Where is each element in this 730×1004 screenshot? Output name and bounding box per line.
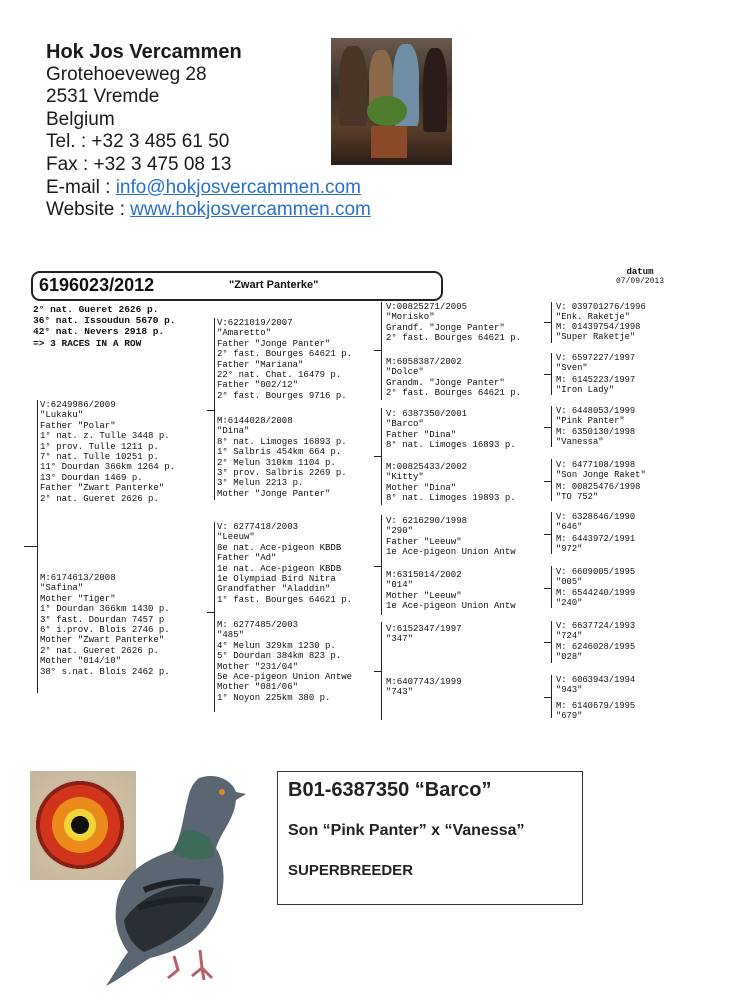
bracket-gen2-bottom	[214, 522, 215, 712]
bracket-tick	[374, 350, 381, 351]
barco-title: B01-6387350 “Barco”	[288, 779, 492, 801]
date-value: 07/09/2013	[615, 277, 664, 286]
ancestor-gen4: V: 6597227/1997 "Sven"	[556, 353, 636, 374]
breeder-name: Hok Jos Vercammen	[46, 41, 242, 63]
ancestor-gen4: M: 6140679/1995 "679"	[556, 701, 636, 722]
bracket-gen4	[551, 459, 552, 501]
ancestor-gen4: V: 039701276/1996 "Enk. Raketje"	[556, 302, 646, 323]
bracket-gen1	[37, 400, 38, 693]
bracket-gen4	[551, 566, 552, 608]
email-link[interactable]: info@hokjosvercammen.com	[115, 176, 361, 198]
country: Belgium	[46, 108, 115, 130]
sire: V:6249986/2009 "Lukaku" Father "Polar" 1° nat. z. Tulle 3448 p. 1° prov. Tulle 1211 p. 7° nat. Tulle 10251 p. 11° Dourdan 366km 1264 p. 13° Dourdan 1469 p. Father "Zwart Panterke" 2° nat. Gueret 2626 p.	[40, 400, 176, 504]
telephone: Tel. : +32 3 485 61 50	[46, 131, 230, 153]
bracket-gen4	[551, 302, 552, 343]
ancestor-gen3: M:00825433/2002 "Kitty" Mother "Dina" 8° nat. Limoges 19893 p.	[386, 462, 516, 504]
ancestor-gen4: M: 6246028/1995 "028"	[556, 642, 636, 663]
website-link[interactable]: www.hokjosvercammen.com	[130, 199, 371, 221]
bracket-gen4	[551, 621, 552, 663]
ancestor-gen3: M:6315014/2002 "014" Mother "Leeuw" 1e Ace-pigeon Union Antw	[386, 570, 516, 612]
barco-label: SUPERBREEDER	[288, 862, 414, 879]
bracket-gen3	[381, 515, 382, 615]
team-photo	[331, 38, 452, 165]
bracket-tick	[374, 456, 381, 457]
ancestor-gen3: M:6407743/1999 "743"	[386, 677, 462, 698]
breeder-header	[46, 41, 371, 222]
ancestor-gen4: M: 6145223/1997 "Iron Lady"	[556, 375, 636, 396]
ancestor-gen3: M:6058387/2002 "Dolce" Grandm. "Jonge Panter" 2° fast. Bourges 64621 p.	[386, 357, 522, 399]
bracket-gen4	[551, 406, 552, 447]
result-line: 36° nat. Issoudun 5670 p.	[33, 315, 176, 327]
ancestor-gen4: M: 6350130/1998 "Vanessa"	[556, 427, 636, 448]
bracket-gen3	[381, 622, 382, 720]
result-line: => 3 RACES IN A ROW	[33, 337, 142, 349]
date-label: datum	[626, 267, 654, 277]
bracket-gen3	[381, 408, 382, 505]
ancestor-gen4: V: 6063943/1994 "943"	[556, 675, 636, 696]
granddam-maternal: M: 6277485/2003 "485" 4° Melun 329km 1230 p. 5° Dourdan 384km 823 p. Mother "231/04" 5e Ace-pigeon Union Antwe Mother "081/06" 1° Noyon 225km 380 p.	[217, 620, 353, 703]
ancestor-gen3: V:00825271/2005 "Morisko" Grandf. "Jonge Panter" 2° fast. Bourges 64621 p.	[386, 302, 522, 344]
barco-parentage: Son “Pink Panter” x “Vanessa”	[288, 822, 525, 839]
grandsire-maternal: V: 6277418/2003 "Leeuw" 8e nat. Ace-pigeon KBDB Father "Ad" 1e nat. Ace-pigeon KBDB 1e Olympiad Bird Nitra Grandfather "Aladdin" 1° fast. Bourges 64621 p.	[217, 522, 353, 605]
ancestor-gen4: V: 6477108/1998 "Son Jonge Raket"	[556, 460, 646, 481]
city: 2531 Vremde	[46, 86, 160, 108]
bracket-tick	[374, 566, 381, 567]
ancestor-gen4: V: 6609005/1995 "005"	[556, 567, 636, 588]
date-block	[610, 267, 670, 286]
bracket-gen3	[381, 302, 382, 400]
pigeon-name: "Zwart Panterke"	[229, 279, 319, 291]
bracket-tick	[374, 671, 381, 672]
bracket-tick	[544, 534, 551, 535]
bracket-tick	[207, 612, 214, 613]
grandsire-paternal: V:6221019/2007 "Amaretto" Father "Jonge Panter" 2° fast. Bourges 64621 p. Father "Mariana" 22° nat. Chat. 16479 p. Father "002/12" 2° fast. Bourges 9716 p.	[217, 318, 353, 401]
bracket-tick	[544, 427, 551, 428]
granddam-paternal: M:6144028/2008 "Dina" 8° nat. Limoges 16893 p. 1° Salbris 454km 664 p. 2° Melun 310km 1104 p. 3° prov. Salbris 2269 p. 3° Melun 2213 p. Mother "Jonge Panter"	[217, 416, 347, 499]
bracket-tick	[24, 546, 37, 547]
website-row: Website : www.hokjosvercammen.com	[46, 199, 371, 221]
ancestor-gen4: M: 01439754/1998 "Super Raketje"	[556, 322, 641, 343]
result-line: 42° nat. Nevers 2918 p.	[33, 326, 165, 338]
ring-number: 6196023/2012	[39, 275, 155, 295]
ancestor-gen3: V:6152347/1997 "347"	[386, 624, 462, 645]
bracket-tick	[544, 588, 551, 589]
email-row: E-mail : info@hokjosvercammen.com	[46, 176, 361, 198]
bracket-tick	[544, 322, 551, 323]
bracket-gen4	[551, 675, 552, 718]
ancestor-gen3: V: 6216290/1998 "290" Father "Leeuw" 1e Ace-pigeon Union Antw	[386, 516, 516, 558]
ancestor-gen4: M: 00825476/1998 "TO 752"	[556, 482, 641, 503]
bracket-tick	[544, 642, 551, 643]
ancestor-gen4: M: 6443972/1991 "972"	[556, 534, 636, 555]
ancestor-gen4: M: 6544240/1999 "240"	[556, 588, 636, 609]
ancestor-gen4: V: 6328646/1990 "646"	[556, 512, 636, 533]
pedigree-title-box	[31, 271, 443, 301]
bracket-gen4	[551, 353, 552, 395]
bracket-tick	[544, 697, 551, 698]
pigeon-illustration	[104, 770, 254, 990]
bracket-tick	[544, 374, 551, 375]
ancestor-gen3: V: 6387350/2001 "Barco" Father "Dina" 8° nat. Limoges 16893 p.	[386, 409, 516, 451]
ancestor-gen4: V: 6448053/1999 "Pink Panter"	[556, 406, 636, 427]
bracket-tick	[207, 410, 214, 411]
bracket-tick	[544, 481, 551, 482]
result-line: 2° nat. Gueret 2626 p.	[33, 304, 159, 315]
barco-info-box	[277, 771, 583, 905]
dam: M:6174613/2008 "Safina" Mother "Tiger" 1° Dourdan 366km 1430 p. 3° fast. Dourdan 7457 p 6° i.prov. Blois 2746 p. Mother "Zwart Panterke" 2° nat. Gueret 2626 p. Mother "014/10" 38° s.nat. Blois 2462 p.	[40, 573, 170, 677]
race-results	[33, 304, 176, 349]
street: Grotehoeveweg 28	[46, 63, 207, 85]
bracket-gen4	[551, 512, 552, 554]
bracket-gen2-top	[214, 318, 215, 500]
fax: Fax : +32 3 475 08 13	[46, 153, 232, 175]
ancestor-gen4: V: 6637724/1993 "724"	[556, 621, 636, 642]
